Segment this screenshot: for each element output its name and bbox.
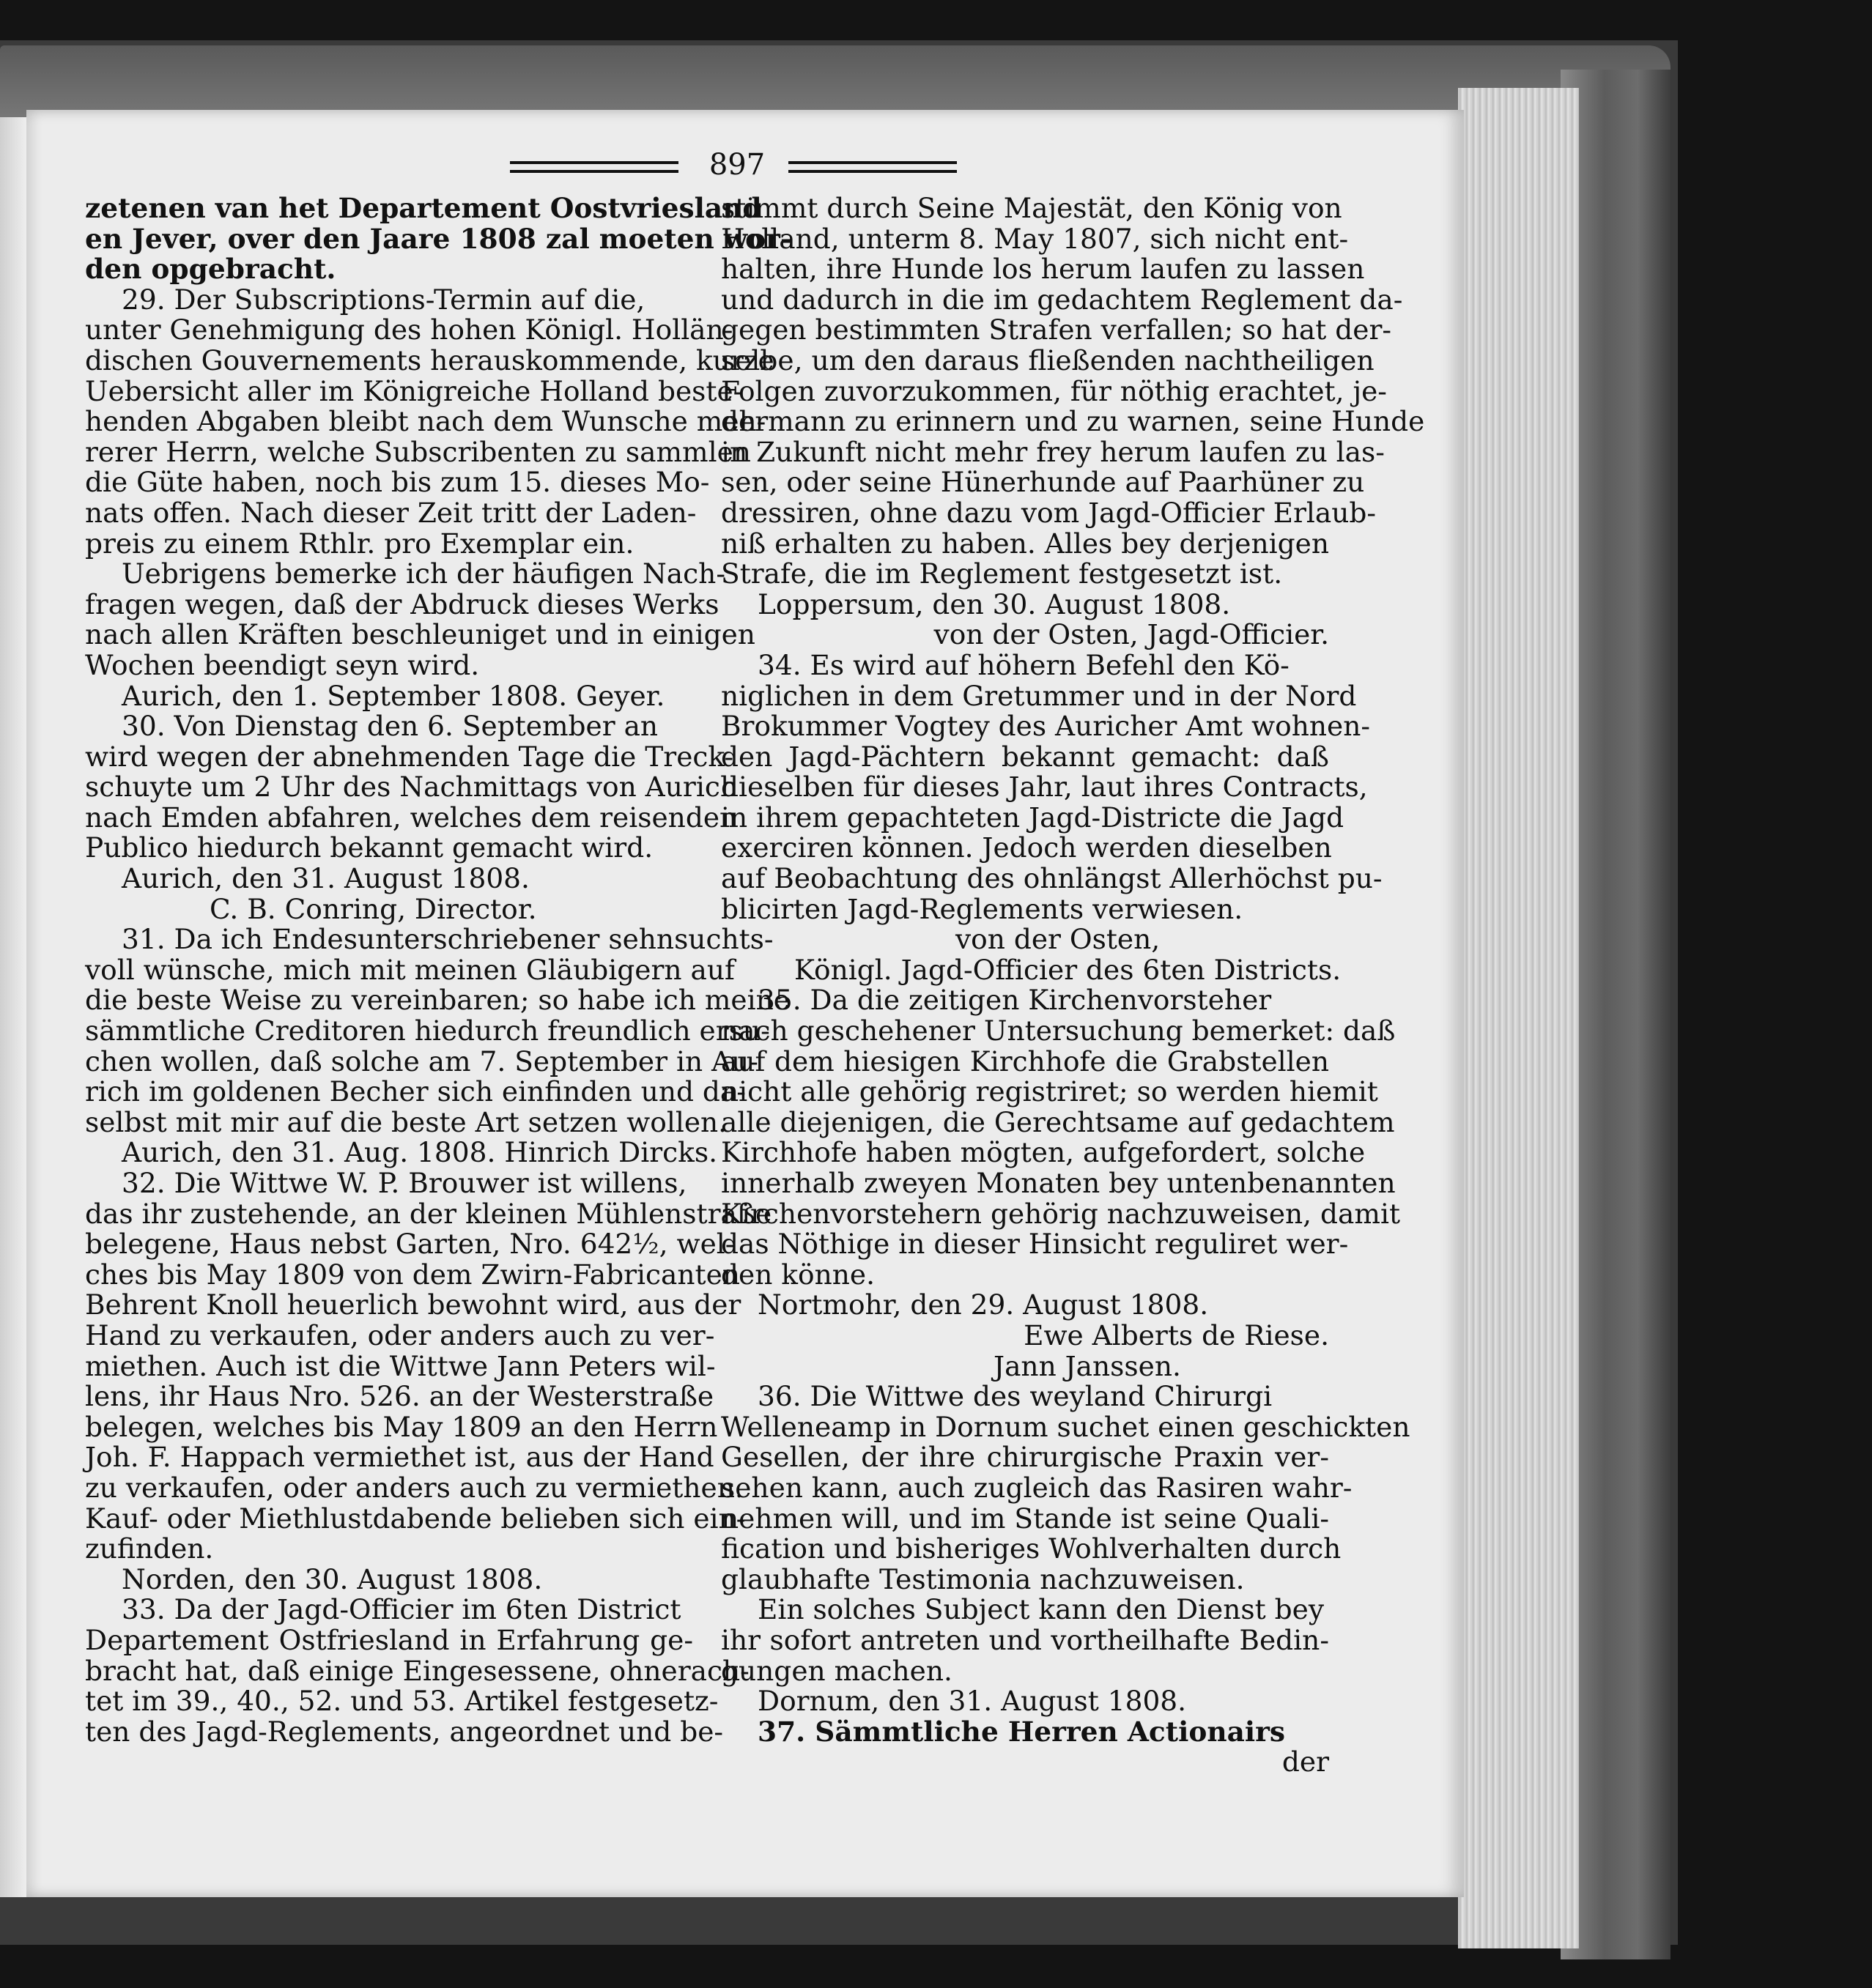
text-line: exerciren können. Jedoch werden dieselben [721,831,1332,864]
text-line: dischen Gouvernements herauskommende, kurze [85,344,774,377]
text-line: der [1281,1746,1329,1779]
text-line: Jann Janssen. [994,1349,1181,1382]
text-line: belegene, Haus nebst Garten, Nro. 642½, wel- [85,1228,735,1261]
text-line: den Jagd-Pächtern bekannt gemacht: daß [721,740,1329,773]
text-line: Brokummer Vogtey des Auricher Amt wohnen- [721,710,1371,743]
text-line: nehmen will, und im Stande ist seine Quali- [721,1502,1329,1535]
page-header [510,148,964,185]
text-line: in ihrem gepachteten Jagd-Districte die Jagd [721,801,1344,834]
text-line: Uebersicht aller im Königreiche Holland beste- [85,374,743,407]
facing-page-edge [0,117,29,1897]
page-edges [1458,88,1579,1948]
text-line: blicirten Jagd-Reglements verwiesen. [721,892,1243,925]
text-line: dieselben für dieses Jahr, laut ihres Contracts, [721,771,1368,804]
text-line: Dornum, den 31. August 1808. [758,1685,1187,1718]
text-line: preis zu einem Rthlr. pro Exemplar ein. [85,527,635,560]
text-line: und dadurch in die im gedachtem Reglement da- [721,283,1403,316]
text-line: Hand zu verkaufen, oder anders auch zu ver- [85,1318,715,1351]
text-line: Kauf- oder Miethlustdabende belieben sich ein- [85,1502,746,1535]
text-line: fragen wegen, daß der Abdruck dieses Werks [85,587,719,620]
text-line: en Jever, over den Jaare 1808 zal moeten wor- [85,222,792,255]
text-line: Loppersum, den 30. August 1808. [758,587,1231,620]
text-line: Ein solches Subject kann den Dienst bey [758,1593,1325,1626]
text-line: 37. Sämmtliche Herren Actionairs [758,1715,1286,1748]
text-line: von der Osten, Jagd-Officier. [933,618,1329,651]
text-line: Departement Ostfriesland in Erfahrung ge- [85,1623,693,1656]
text-line: den opgebracht. [85,253,336,286]
text-line: das ihr zustehende, an der kleinen Mühlenstraße [85,1197,772,1230]
text-line: halten, ihre Hunde los herum laufen zu lassen [721,253,1365,286]
text-line: zu verkaufen, oder anders auch zu vermiethen. [85,1471,744,1504]
text-line: Strafe, die im Reglement festgesetzt ist. [721,557,1283,590]
text-line: 30. Von Dienstag den 6. September an [122,710,659,743]
text-line: henden Abgaben bleibt nach dem Wunsche meh- [85,405,766,438]
text-line: Behrent Knoll heuerlich bewohnt wird, aus der [85,1288,741,1321]
text-line: Holland, unterm 8. May 1807, sich nicht ent- [721,222,1349,255]
text-line: nach geschehener Untersuchung bemerket: daß [721,1015,1396,1047]
text-line: gungen machen. [721,1654,952,1687]
text-line: nach allen Kräften beschleuniget und in einigen [85,618,755,651]
text-line: ihr sofort antreten und vortheilhafte Bedin- [721,1623,1329,1656]
text-line: niß erhalten zu haben. Alles bey derjenigen [721,527,1329,560]
text-line: voll wünsche, mich mit meinen Gläubigern auf [85,953,735,986]
text-line: belegen, welches bis May 1809 an den Herrn [85,1410,718,1443]
text-line: von der Osten, [955,923,1161,956]
text-line: 35. Da die zeitigen Kirchenvorsteher [758,984,1272,1017]
text-line: 29. Der Subscriptions-Termin auf die, [122,283,645,316]
text-line: innerhalb zweyen Monaten bey untenbenannten [721,1167,1396,1199]
page [26,110,1464,1897]
text-line: ches bis May 1809 von dem Zwirn-Fabricanten [85,1258,740,1291]
text-line: 33. Da der Jagd-Officier im 6ten District [122,1593,681,1626]
text-line: C. B. Conring, Director. [210,892,537,925]
text-line: schuyte um 2 Uhr des Nachmittags von Aurich [85,771,738,804]
text-line: in Zukunft nicht mehr frey herum laufen zu las- [721,435,1385,468]
text-line: chen wollen, daß solche am 7. September in Au- [85,1045,758,1078]
text-line: Wochen beendigt seyn wird. [85,648,480,681]
text-line: zetenen van het Departement Oostvriesland [85,192,762,224]
text-line: selbe, um den daraus fließenden nachtheiligen [721,344,1375,377]
text-line: Uebrigens bemerke ich der häufigen Nach- [122,557,725,590]
text-line: stimmt durch Seine Majestät, den König von [721,192,1342,224]
left-text-column [85,192,792,1748]
text-line: Norden, den 30. August 1808. [122,1562,543,1595]
text-line: niglichen in dem Gretummer und in der Nord [721,679,1357,712]
text-line: fication und bisheriges Wohlverhalten durch [721,1532,1342,1565]
text-line: gegen bestimmten Strafen verfallen; so hat der- [721,314,1392,346]
text-line: wird wegen der abnehmenden Tage die Treck- [85,740,734,773]
text-line: die beste Weise zu vereinbaren; so habe ich meine [85,984,790,1017]
text-line: auf dem hiesigen Kirchhofe die Grabstellen [721,1045,1329,1078]
text-line: rerer Herrn, welche Subscribenten zu sammlen [85,435,751,468]
text-line: glaubhafte Testimonia nachzuweisen. [721,1562,1245,1595]
text-line: nach Emden abfahren, welches dem reisenden [85,801,738,834]
text-line: Ewe Alberts de Riese. [1024,1318,1329,1351]
text-line: Folgen zuvorzukommen, für nöthig erachtet, je- [721,374,1387,407]
text-line: miethen. Auch ist die Wittwe Jann Peters wil- [85,1349,716,1382]
text-line: dressiren, ohne dazu vom Jagd-Officier Erlaub- [721,496,1377,529]
text-line: 31. Da ich Endesunterschriebener sehnsuchts- [122,923,774,956]
text-line: dermann zu erinnern und zu warnen, seine Hunde [721,405,1425,438]
text-line: sehen kann, auch zugleich das Rasiren wahr- [721,1471,1353,1504]
text-line: tet im 39., 40., 52. und 53. Artikel festgesetz- [85,1685,719,1718]
text-line: auf Beobachtung des ohnlängst Allerhöchst pu- [721,862,1383,895]
text-line: 32. Die Wittwe W. P. Brouwer ist willens, [122,1167,687,1199]
text-line: Aurich, den 1. September 1808. Geyer. [122,679,665,712]
text-line: rich im goldenen Becher sich einfinden und da- [85,1075,746,1108]
text-line: den könne. [721,1258,875,1291]
text-line: die Güte haben, noch bis zum 15. dieses Mo- [85,466,710,499]
text-line: alle diejenigen, die Gerechtsame auf gedachtem [721,1105,1395,1138]
text-line: Aurich, den 31. August 1808. [122,862,530,895]
text-line: Aurich, den 31. Aug. 1808. Hinrich Dircks. [122,1136,718,1169]
text-line: lens, ihr Haus Nro. 526. an der Westerstraße [85,1380,714,1413]
text-line: das Nöthige in dieser Hinsicht reguliret wer- [721,1228,1349,1261]
text-line: Königl. Jagd-Officier des 6ten Districts. [794,953,1342,986]
text-line: zufinden. [85,1532,214,1565]
text-line: Kirchenvorstehern gehörig nachzuweisen, damit [721,1197,1401,1230]
header-rule-left [510,161,678,173]
text-line: Kirchhofe haben mögten, aufgefordert, solche [721,1136,1366,1169]
text-line: bracht hat, daß einige Eingesessene, ohnerach- [85,1654,750,1687]
header-rule-right [788,161,957,173]
text-line: sen, oder seine Hünerhunde auf Paarhüner zu [721,466,1365,499]
text-line: unter Genehmigung des hohen Königl. Hollän- [85,314,733,346]
text-line: nicht alle gehörig registriret; so werden hiemit [721,1075,1378,1108]
text-line: nats offen. Nach dieser Zeit tritt der Laden- [85,496,697,529]
text-line: 36. Die Wittwe des weyland Chirurgi [758,1380,1273,1413]
text-line: Welleneamp in Dornum suchet einen geschickten [721,1410,1410,1443]
text-line: sämmtliche Creditoren hiedurch freundlich ersu- [85,1015,770,1047]
text-line: Nortmohr, den 29. August 1808. [758,1288,1209,1321]
right-text-column [721,192,1425,1779]
page-number: 897 [709,148,766,182]
text-line: selbst mit mir auf die beste Art setzen wollen. [85,1105,728,1138]
text-line: Gesellen, der ihre chirurgische Praxin ver- [721,1441,1329,1474]
text-line: Joh. F. Happach vermiethet ist, aus der Hand [85,1441,714,1474]
text-line: Publico hiedurch bekannt gemacht wird. [85,831,654,864]
text-line: ten des Jagd-Reglements, angeordnet und be- [85,1715,724,1748]
text-line: 34. Es wird auf höhern Befehl den Kö- [758,648,1290,681]
